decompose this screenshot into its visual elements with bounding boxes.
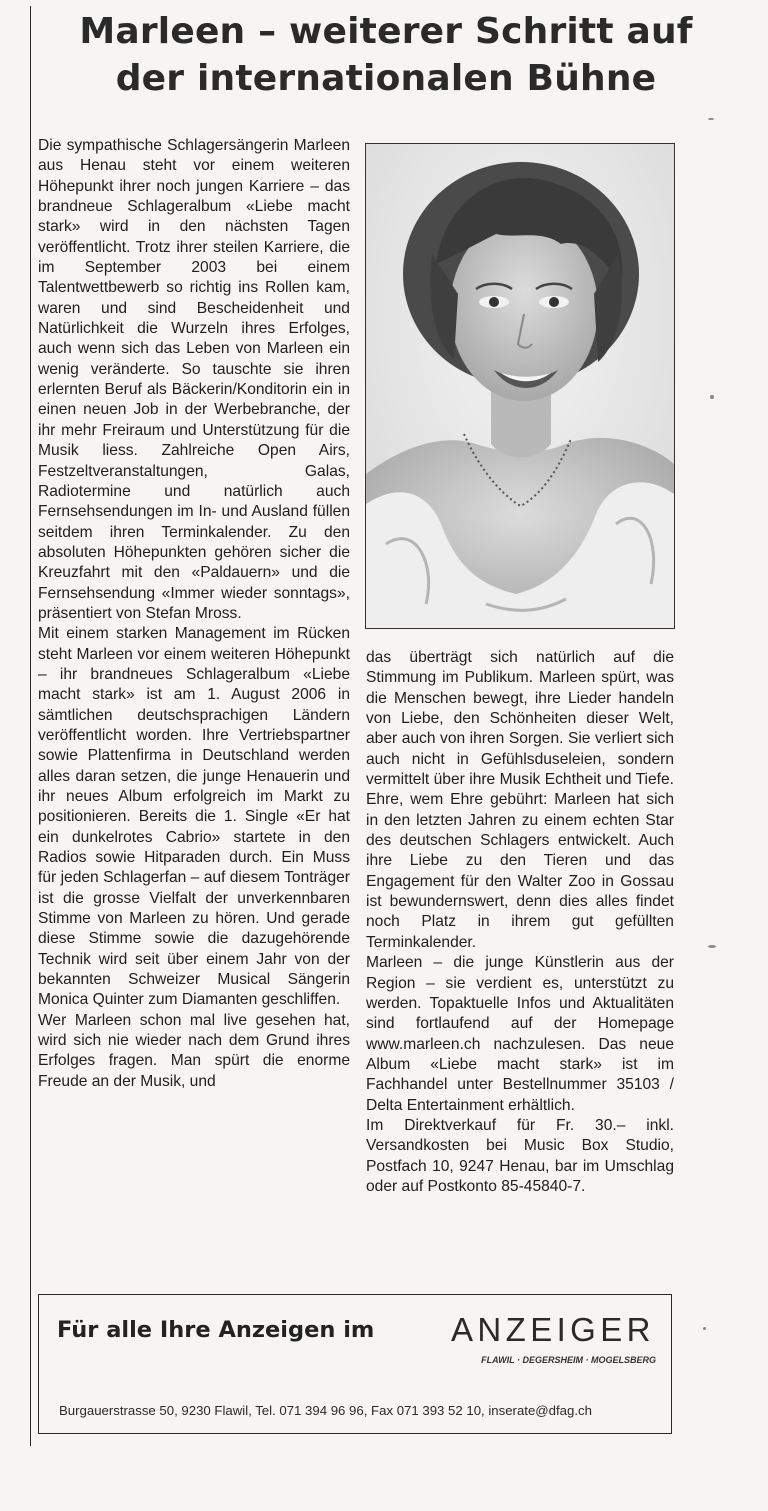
paragraph: Die sympathische Schlagersängerin Marleen aus Henau steht vor einem weiteren Höhepunkt ihrer noch jungen Karriere – das brandneue Schlageralbum «Liebe macht stark» wird in den nächsten Tagen veröffentlicht. Trotz ihrer steilen Karriere, die im September 2003 bei einem Talentwettbewerb so richtig ins Rollen kam, waren und sind Bescheidenheit und Natürlichkeit die Wurzeln ihres Erfolges, auch wenn sich das Leben von Marleen ein wenig veränderte. So tauschte sie ihren erlernten Beruf als Bäckerin/Konditorin ein in einen neuen Job in der Werbebranche, der ihr mehr Freiraum und Unterstützung für die Musik liess. Zahlreiche Open Airs, Festzeltveranstaltungen, Galas, Radiotermine und natürlich auch Fernsehsendungen im In- und Ausland füllen seitdem ihren Terminkalender. Zu den absoluten Höhepunkten gehören sicher die Kreuzfahrt mit den «Paldauern» und die Fernsehsendung «Immer wieder sonntags», präsentiert von Stefan Mross.: [38, 137, 350, 622]
anzeiger-logo: ANZEIGER: [451, 1311, 655, 1348]
paragraph: Marleen – die junge Künstlerin aus der Region – sie verdient es, unterstützt zu werden. Topaktuelle Infos und Aktualitäten sind fortlaufend auf der Homepage www.marleen.ch nachzulesen. Das neue Album «Liebe macht stark» ist im Fachhandel unter Bestellnummer 35103 / Delta Entertainment erhältlich.: [366, 954, 674, 1114]
paragraph: Mit einem starken Management im Rücken steht Marleen vor einem weiteren Höhepunkt – ihr brandneues Schlageralbum «Liebe macht stark» ist am 1. August 2006 in sämtlichen deutschsprachigen Ländern veröffentlicht worden. Ihre Vertriebspartner sowie Plattenfirma in Deutschland werden alles daran setzen, die junge Henauerin und ihr neues Album erfolgreich im Markt zu positionieren. Bereits die 1. Single «Er hat ein dunkelrotes Cabrio» startete in den Radios sowie Hitparaden durch. Ein Muss für jeden Schlagerfan – auf diesem Tonträger ist die grosse Vielfalt der unverkennbaren Stimme von Marleen zu hören. Und gerade diese Stimme sowie die dazugehörende Technik wird seit über einem Jahr von der bekannten Schweizer Musical Sängerin Monica Quinter zum Diamanten geschliffen.: [38, 625, 350, 1009]
article-column-right: [366, 648, 674, 1197]
ad-lead-text: Für alle Ihre Anzeigen im: [57, 1317, 375, 1343]
paragraph: Wer Marleen schon mal live gesehen hat, wird sich nie wieder nach dem Grund ihres Erfolges fragen. Man spürt die enorme Freude an der Musik, und: [38, 1011, 350, 1090]
portrait-illustration: [366, 144, 674, 628]
article-column-left: [38, 136, 350, 1092]
scan-speck: [710, 395, 714, 399]
paragraph: das überträgt sich natürlich auf die Stimmung im Publikum. Marleen spürt, was die Menschen bewegt, ihre Lieder handeln von Liebe, den Schönheiten dieser Welt, aber auch von ihren Sorgen. Sie verliert sich auch nicht in Gefühlsduseleien, sondern vermittelt über ihre Musik Echtheit und Tiefe. Ehre, wem Ehre gebührt: Marleen hat sich in den letzten Jahren zu einem echten Star des deutschen Schlagers entwickelt. Auch ihre Liebe zu den Tieren und das Engagement für den Walter Zoo in Gossau ist bewundernswert, denn dies alles findet noch Platz in ihrem gut gefüllten Terminkalender.: [366, 649, 674, 951]
advertisement-box: [38, 1294, 672, 1434]
ad-region-text: FLAWIL · DEGERSHEIM · MOGELSBERG: [481, 1355, 656, 1365]
scan-speck: [708, 118, 714, 120]
article-headline: [36, 8, 736, 102]
headline-line-1: Marleen – weiterer Schritt auf: [79, 11, 693, 52]
column-rule: [30, 6, 31, 1446]
paragraph: Im Direktverkauf für Fr. 30.– inkl. Versandkosten bei Music Box Studio, Postfach 10, 9247 Henau, bar im Umschlag oder auf Postkonto 85-45840-7.: [366, 1116, 674, 1195]
ad-contact-text: Burgauerstrasse 50, 9230 Flawil, Tel. 071 394 96 96, Fax 071 393 52 10, inserate@dfag.ch: [59, 1403, 592, 1418]
scan-speck: [703, 1327, 706, 1330]
headline-line-2: der internationalen Bühne: [115, 58, 657, 99]
portrait-photo: [365, 143, 675, 629]
scan-speck: [708, 945, 716, 948]
